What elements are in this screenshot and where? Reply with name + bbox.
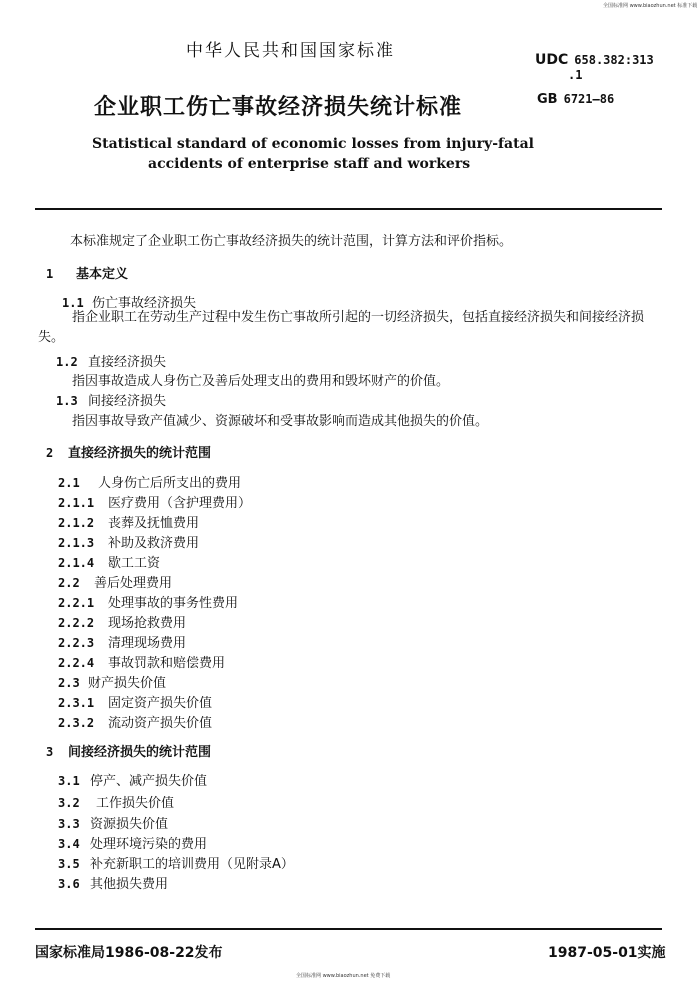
clause-number: 2.1.2 [58,516,95,530]
document-title-en-line2: accidents of enterprise staff and workers [148,156,471,172]
clause-3-2 [58,792,174,811]
gb-code: 6721—86 [563,92,615,106]
section-2-heading [46,442,211,461]
clause-2-2-4 [58,652,225,671]
document-title-en-line1: Statistical standard of economic losses from injury-fatal [92,136,534,152]
national-standard-header: 中华人民共和国国家标准 [186,41,395,61]
clause-title: 事故罚款和赔偿费用 [108,656,226,671]
clause-title: 丧葬及抚恤费用 [108,516,200,531]
gb-standard-number [537,92,614,107]
clause-title: 补充新职工的培训费用（见附录A） [90,857,294,872]
clause-title: 人身伤亡后所支出的费用 [98,476,242,491]
clause-title: 伤亡事故经济损失 [92,296,197,311]
clause-title: 财产损失价值 [88,676,167,691]
udc-code-continuation: .1 [568,68,583,82]
document-title-cn: 企业职工伤亡事故经济损失统计标准 [94,95,463,120]
clause-number: 2.3 [58,676,80,690]
section-number: 2 [46,446,54,460]
section-number: 3 [46,745,54,759]
section-1-heading [46,263,128,282]
clause-title: 清理现场费用 [108,636,187,651]
clause-number: 3.6 [58,877,80,891]
clause-number: 2.2.1 [58,596,95,610]
clause-title: 处理事故的事务性费用 [108,596,239,611]
clause-1-3 [56,390,166,409]
clause-title: 补助及救济费用 [108,536,200,551]
clause-2-2-2 [58,612,186,631]
clause-title: 固定资产损失价值 [108,696,213,711]
clause-2-1 [58,472,241,491]
clause-title: 工作损失价值 [96,796,175,811]
clause-number: 1.1 [62,296,84,310]
clause-2-3-2 [58,712,212,731]
clause-2-2 [58,572,172,591]
clause-2-1-4 [58,552,160,571]
clause-number: 3.4 [58,837,80,851]
gb-label: GB [537,92,558,107]
clause-2-3 [58,672,166,691]
clause-3-6 [58,873,168,892]
clause-number: 2.3.2 [58,716,95,730]
clause-3-3 [58,813,168,832]
clause-title: 现场抢救费用 [108,616,187,631]
clause-title: 歇工工资 [108,556,161,571]
clause-3-5 [58,853,294,872]
clause-number: 2.1.1 [58,496,95,510]
clause-3-1 [58,770,207,789]
clause-title: 处理环境污染的费用 [90,837,208,852]
effective-date: 1987-05-01实施 [548,945,666,961]
section-3-heading [46,741,211,760]
udc-code: 658.382:313 [574,53,654,67]
clause-title: 间接经济损失 [88,394,167,409]
clause-number: 2.2.3 [58,636,95,650]
clause-number: 2.1.3 [58,536,95,550]
bottom-watermark-note: 全国标准网 www.biaozhun.net 免费下载 [296,973,391,979]
clause-title: 直接经济损失 [88,355,167,370]
clause-number: 1.2 [56,355,78,369]
section-title: 直接经济损失的统计范围 [68,446,212,461]
intro-paragraph: 本标准规定了企业职工伤亡事故经济损失的统计范围，计算方法和评价指标。 [70,234,513,249]
section-title: 间接经济损失的统计范围 [68,745,212,760]
clause-number: 2.2 [58,576,80,590]
clause-number: 1.3 [56,394,78,408]
clause-number: 2.2.2 [58,616,95,630]
clause-2-1-2 [58,512,199,531]
clause-title: 医疗费用（含护理费用） [108,496,252,511]
udc-classification [535,52,654,68]
udc-label: UDC [535,52,569,68]
clause-number: 3.2 [58,796,80,810]
clause-number: 3.1 [58,774,80,788]
clause-3-4 [58,833,207,852]
clause-title: 停产、减产损失价值 [90,774,208,789]
clause-title: 流动资产损失价值 [108,716,213,731]
section-title: 基本定义 [76,267,129,282]
clause-1-1-desc: 指企业职工在劳动生产过程中发生伤亡事故所引起的一切经济损失，包括直接经济损失和间接经济损失。 [38,310,645,345]
clause-2-3-1 [58,692,212,711]
clause-1-3-desc: 指因事故导致产值减少、资源破坏和受事故影响而造成其他损失的价值。 [72,414,489,429]
clause-title: 其他损失费用 [90,877,169,892]
clause-number: 3.3 [58,817,80,831]
clause-title: 善后处理费用 [94,576,173,591]
clause-number: 2.1 [58,476,80,490]
section-number: 1 [46,267,54,281]
clause-title: 资源损失价值 [90,817,169,832]
footer-divider [35,928,662,930]
clause-1-2 [56,351,166,370]
header-divider [35,208,662,210]
clause-number: 2.3.1 [58,696,95,710]
clause-2-2-3 [58,632,186,651]
top-watermark-note: 全国标准网 www.biaozhun.net 标准下载 [603,3,698,9]
clause-number: 2.1.4 [58,556,95,570]
issue-date: 国家标准局1986-08-22发布 [35,945,223,961]
clause-2-1-1 [58,492,251,511]
clause-number: 2.2.4 [58,656,95,670]
clause-2-1-3 [58,532,199,551]
clause-number: 3.5 [58,857,80,871]
clause-2-2-1 [58,592,238,611]
clause-1-2-desc: 指因事故造成人身伤亡及善后处理支出的费用和毁坏财产的价值。 [72,374,450,389]
